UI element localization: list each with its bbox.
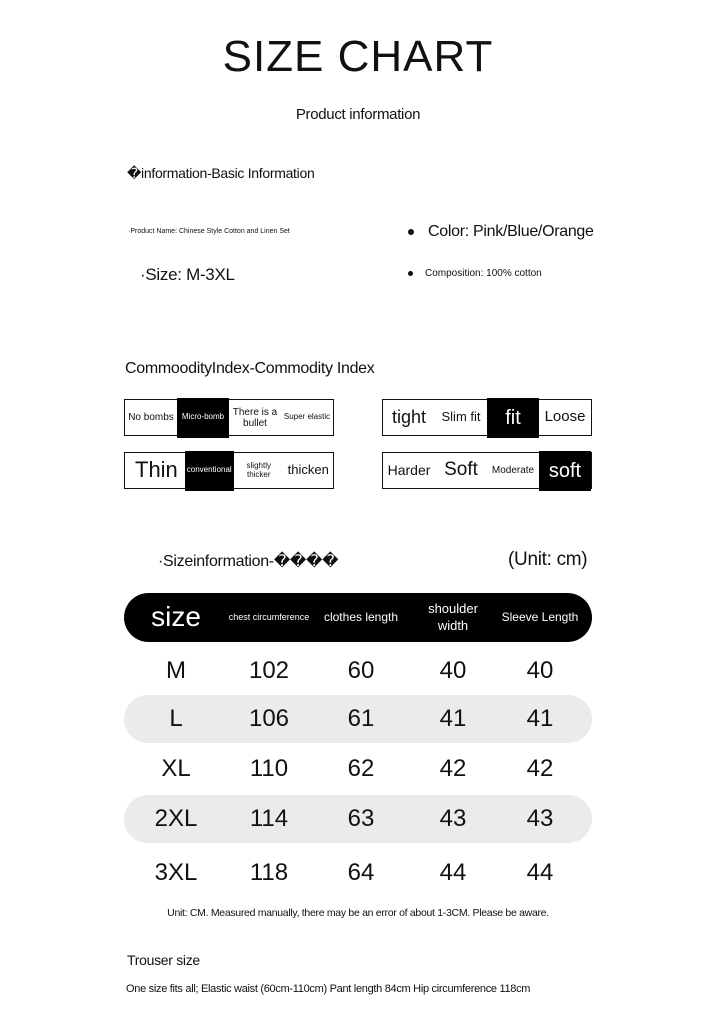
trouser-size-header: Trouser size (127, 952, 200, 968)
table-cell: 40 (526, 657, 554, 685)
measurement-note: Unit: CM. Measured manually, there may be an error of about 1-3CM. Please be aware. (167, 907, 549, 919)
composition-text: Composition: 100% cotton (425, 268, 542, 279)
table-row (124, 745, 592, 793)
scale-option: thicken (287, 462, 329, 478)
table-cell: 114 (249, 805, 289, 833)
column-header-length: clothes length (323, 609, 399, 624)
column-header-chest: chest circumference (228, 611, 310, 622)
scale-option-selected: conventional (185, 451, 235, 491)
table-cell: 44 (526, 859, 554, 887)
scale-option: slightly thicker (246, 460, 271, 479)
scale-option: Loose (544, 408, 586, 426)
table-cell: 41 (526, 705, 554, 733)
table-cell: 118 (249, 859, 289, 887)
table-cell: 106 (248, 705, 290, 733)
trouser-size-text: One size fits all; Elastic waist (60cm-110cm) Pant length 84cm Hip circumference 118cm (126, 983, 531, 995)
basic-info-header: �information-Basic Information (127, 165, 315, 181)
scale-option: No bombs (128, 412, 174, 423)
table-cell: 3XL (154, 859, 198, 887)
scale-option-selected: Micro-bomb (177, 398, 229, 438)
table-cell: XL (161, 755, 191, 783)
scale-option: Slim fit (441, 409, 481, 425)
column-header-size: size (151, 601, 201, 633)
table-row (124, 647, 592, 695)
table-cell: 44 (439, 859, 467, 887)
scale-option: Harder (387, 461, 431, 478)
color-text: Color: Pink/Blue/Orange (428, 223, 594, 240)
table-cell: 62 (347, 755, 375, 783)
section-subtitle: Product information (295, 106, 421, 123)
table-row (124, 795, 592, 843)
scale-option: Super elastic (283, 412, 331, 422)
product-name: ·Product Name: Chinese Style Cotton and Linen Set (128, 228, 290, 235)
table-cell: 63 (347, 805, 375, 833)
elasticity-scale (124, 399, 334, 436)
fit-scale (382, 399, 592, 436)
column-header-shoulder: shoulder width (428, 600, 478, 633)
size-info-header: ·Sizeinformation-���� (158, 553, 339, 570)
table-cell: L (169, 705, 183, 733)
scale-option: Thin (135, 457, 178, 483)
scale-option-selected: soft (539, 451, 591, 491)
size-table-header (124, 593, 592, 642)
scale-option-selected: fit (487, 398, 539, 438)
scale-option: There is a bullet (232, 406, 278, 429)
table-cell: 43 (526, 805, 554, 833)
table-row (124, 849, 592, 897)
scale-option: tight (391, 406, 427, 427)
scale-option: Soft (444, 459, 478, 481)
table-cell: 40 (439, 657, 467, 685)
table-cell: 41 (439, 705, 467, 733)
table-cell: 60 (347, 657, 375, 685)
table-cell: 42 (526, 755, 554, 783)
table-cell: 43 (439, 805, 467, 833)
table-cell: 2XL (154, 805, 198, 833)
table-cell: 102 (248, 657, 290, 685)
softness-scale (382, 452, 592, 489)
thickness-scale (124, 452, 334, 489)
bullet-icon (408, 229, 414, 235)
table-cell: 42 (439, 755, 467, 783)
size-range: ·Size: M-3XL (140, 265, 235, 284)
color-info (408, 223, 594, 241)
scale-option: Moderate (491, 465, 535, 476)
column-header-sleeve: Sleeve Length (501, 609, 579, 624)
page-title: SIZE CHART (222, 32, 494, 81)
table-cell: 110 (249, 755, 289, 783)
unit-label: (Unit: cm) (508, 549, 588, 570)
commodity-index-header: CommoodityIndex-Commodity Index (125, 360, 375, 377)
table-cell: 64 (347, 859, 375, 887)
bullet-icon (408, 271, 413, 276)
table-row (124, 695, 592, 743)
composition-info (408, 268, 542, 279)
table-cell: 61 (347, 705, 375, 733)
table-cell: M (166, 657, 186, 685)
